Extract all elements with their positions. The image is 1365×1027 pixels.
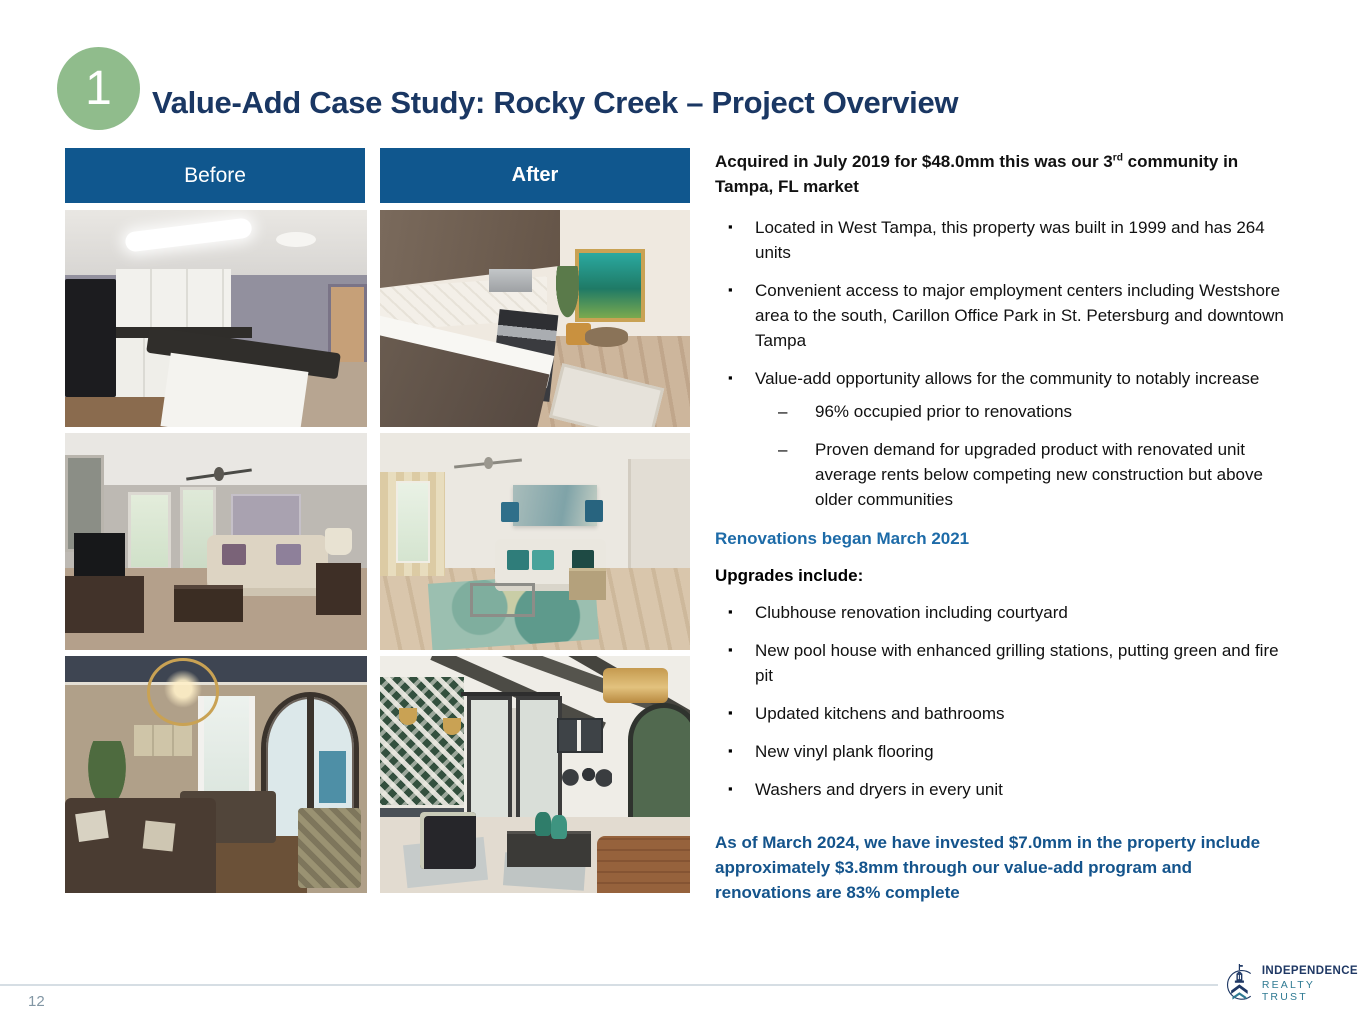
upgrade-item (715, 702, 1293, 727)
coffee-table (174, 585, 243, 622)
upper-cabinets (116, 269, 231, 328)
wall-art (575, 249, 645, 322)
television (74, 533, 125, 581)
bullet-square-icon: ▪ (728, 704, 733, 720)
dash-icon: – (778, 439, 788, 459)
ceiling-light (276, 232, 315, 247)
logo-text (1262, 965, 1358, 1003)
logo-line2: REALTY TRUST (1261, 979, 1315, 1003)
bullet-square-icon: ▪ (728, 218, 733, 234)
photo-clubhouse-after (380, 656, 690, 893)
orb-chandelier (147, 658, 219, 726)
tv-console (65, 576, 144, 632)
photo-clubhouse-before (65, 656, 367, 893)
accent-chair (298, 808, 361, 889)
page-title: Value-Add Case Study: Rocky Creek – Project Overview (152, 84, 959, 120)
upgrade-item (715, 601, 1293, 626)
slide-number-badge (57, 47, 140, 130)
closing-statement: As of March 2024, we have invested $7.0mm in the property include approximately $3.8mm through our value-add program and renovations are 83% complete (715, 832, 1261, 902)
upgrade-text: New pool house with enhanced grilling stations, putting green and fire pit (755, 640, 1279, 685)
page-number: 12 (28, 993, 45, 1010)
wood-floor (65, 397, 168, 427)
footer-divider (0, 984, 1218, 986)
coffee-table (507, 831, 591, 867)
bullet-square-icon: ▪ (728, 641, 733, 657)
gold-drum-chandelier (603, 668, 668, 704)
lamp (325, 528, 352, 554)
intro-text: Acquired in July 2019 for $48.0mm this was our 3 (715, 152, 1113, 171)
green-vases (535, 812, 551, 836)
pillow (507, 550, 529, 570)
window (128, 492, 170, 570)
end-table (316, 563, 361, 615)
sub-bullet-item (715, 438, 1293, 513)
teal-lamp (585, 500, 604, 522)
after-label: After (511, 164, 559, 186)
wall-art (557, 718, 604, 754)
bullet-text: Value-add opportunity allows for the community to notably increase (755, 368, 1260, 388)
bullet-item (715, 216, 1293, 266)
bullet-square-icon: ▪ (728, 369, 733, 385)
ceiling-fan (454, 455, 522, 472)
pillow (222, 544, 246, 566)
leather-sofa (597, 836, 690, 893)
upgrades-heading: Upgrades include: (715, 565, 864, 585)
intro-superscript: rd (1112, 152, 1123, 164)
arched-door (628, 703, 690, 827)
upgrade-text: New vinyl plank flooring (755, 741, 934, 761)
teal-lamp (501, 502, 520, 522)
side-table (569, 568, 606, 601)
glass-coffee-table (470, 583, 535, 617)
pool-view (319, 751, 346, 803)
independence-realty-trust-icon (1222, 958, 1257, 1010)
bullet-text: Convenient access to major employment centers including Westshore area to the south, Carillon Office Park in St. Petersburg and downtown Tampa (755, 280, 1284, 350)
ceiling-fan (186, 466, 252, 483)
range-hood (489, 269, 532, 293)
pendant-lights (399, 708, 418, 725)
window (396, 481, 430, 563)
pillow (75, 810, 109, 842)
logo-line1: INDEPENDENCE (1261, 965, 1358, 977)
sub-bullet-text: Proven demand for upgraded product with renovated unit average rents below competing new construction but above older communities (815, 439, 1263, 509)
dining-table (585, 327, 628, 347)
bullet-square-icon: ▪ (728, 742, 733, 758)
intro-text-continued: community in Tampa, FL market (715, 152, 1239, 196)
content-column (715, 150, 1293, 906)
dining-set (560, 760, 613, 788)
bullet-text: Located in West Tampa, this property was built in 1999 and has 264 units (755, 217, 1265, 262)
ceiling (65, 210, 367, 275)
slide-number: 1 (85, 61, 112, 115)
upgrade-text: Clubhouse renovation including courtyard (755, 602, 1068, 622)
sub-bullet-text: 96% occupied prior to renovations (815, 401, 1073, 421)
pillow (142, 820, 175, 851)
upgrade-text: Washers and dryers in every unit (755, 779, 1003, 799)
photo-living-room-after (380, 433, 690, 650)
patterned-accent-wall (380, 677, 464, 810)
leather-chair (420, 812, 476, 869)
upgrade-item (715, 778, 1293, 803)
before-column-header (65, 148, 365, 203)
pillow (276, 544, 300, 566)
black-refrigerator (65, 279, 116, 396)
wall-art (134, 725, 191, 756)
upgrade-item (715, 740, 1293, 765)
upgrade-text: Updated kitchens and bathrooms (755, 703, 1005, 723)
bullet-item (715, 367, 1293, 392)
photo-kitchen-after (380, 210, 690, 427)
pillow (532, 550, 554, 570)
photo-living-room-before (65, 433, 367, 650)
photo-kitchen-before (65, 210, 367, 427)
dash-icon: – (778, 401, 788, 421)
bullet-square-icon: ▪ (728, 281, 733, 297)
bullet-square-icon: ▪ (728, 603, 733, 619)
after-column-header (380, 148, 690, 203)
bullet-square-icon: ▪ (728, 780, 733, 796)
intro-heading (715, 150, 1293, 200)
sub-bullet-item (715, 400, 1293, 425)
renovations-note: Renovations began March 2021 (715, 528, 970, 548)
company-logo (1222, 948, 1358, 1020)
bullet-item (715, 279, 1293, 354)
upgrade-item (715, 639, 1293, 689)
before-label: Before (184, 163, 246, 187)
wood-floor (216, 836, 307, 893)
